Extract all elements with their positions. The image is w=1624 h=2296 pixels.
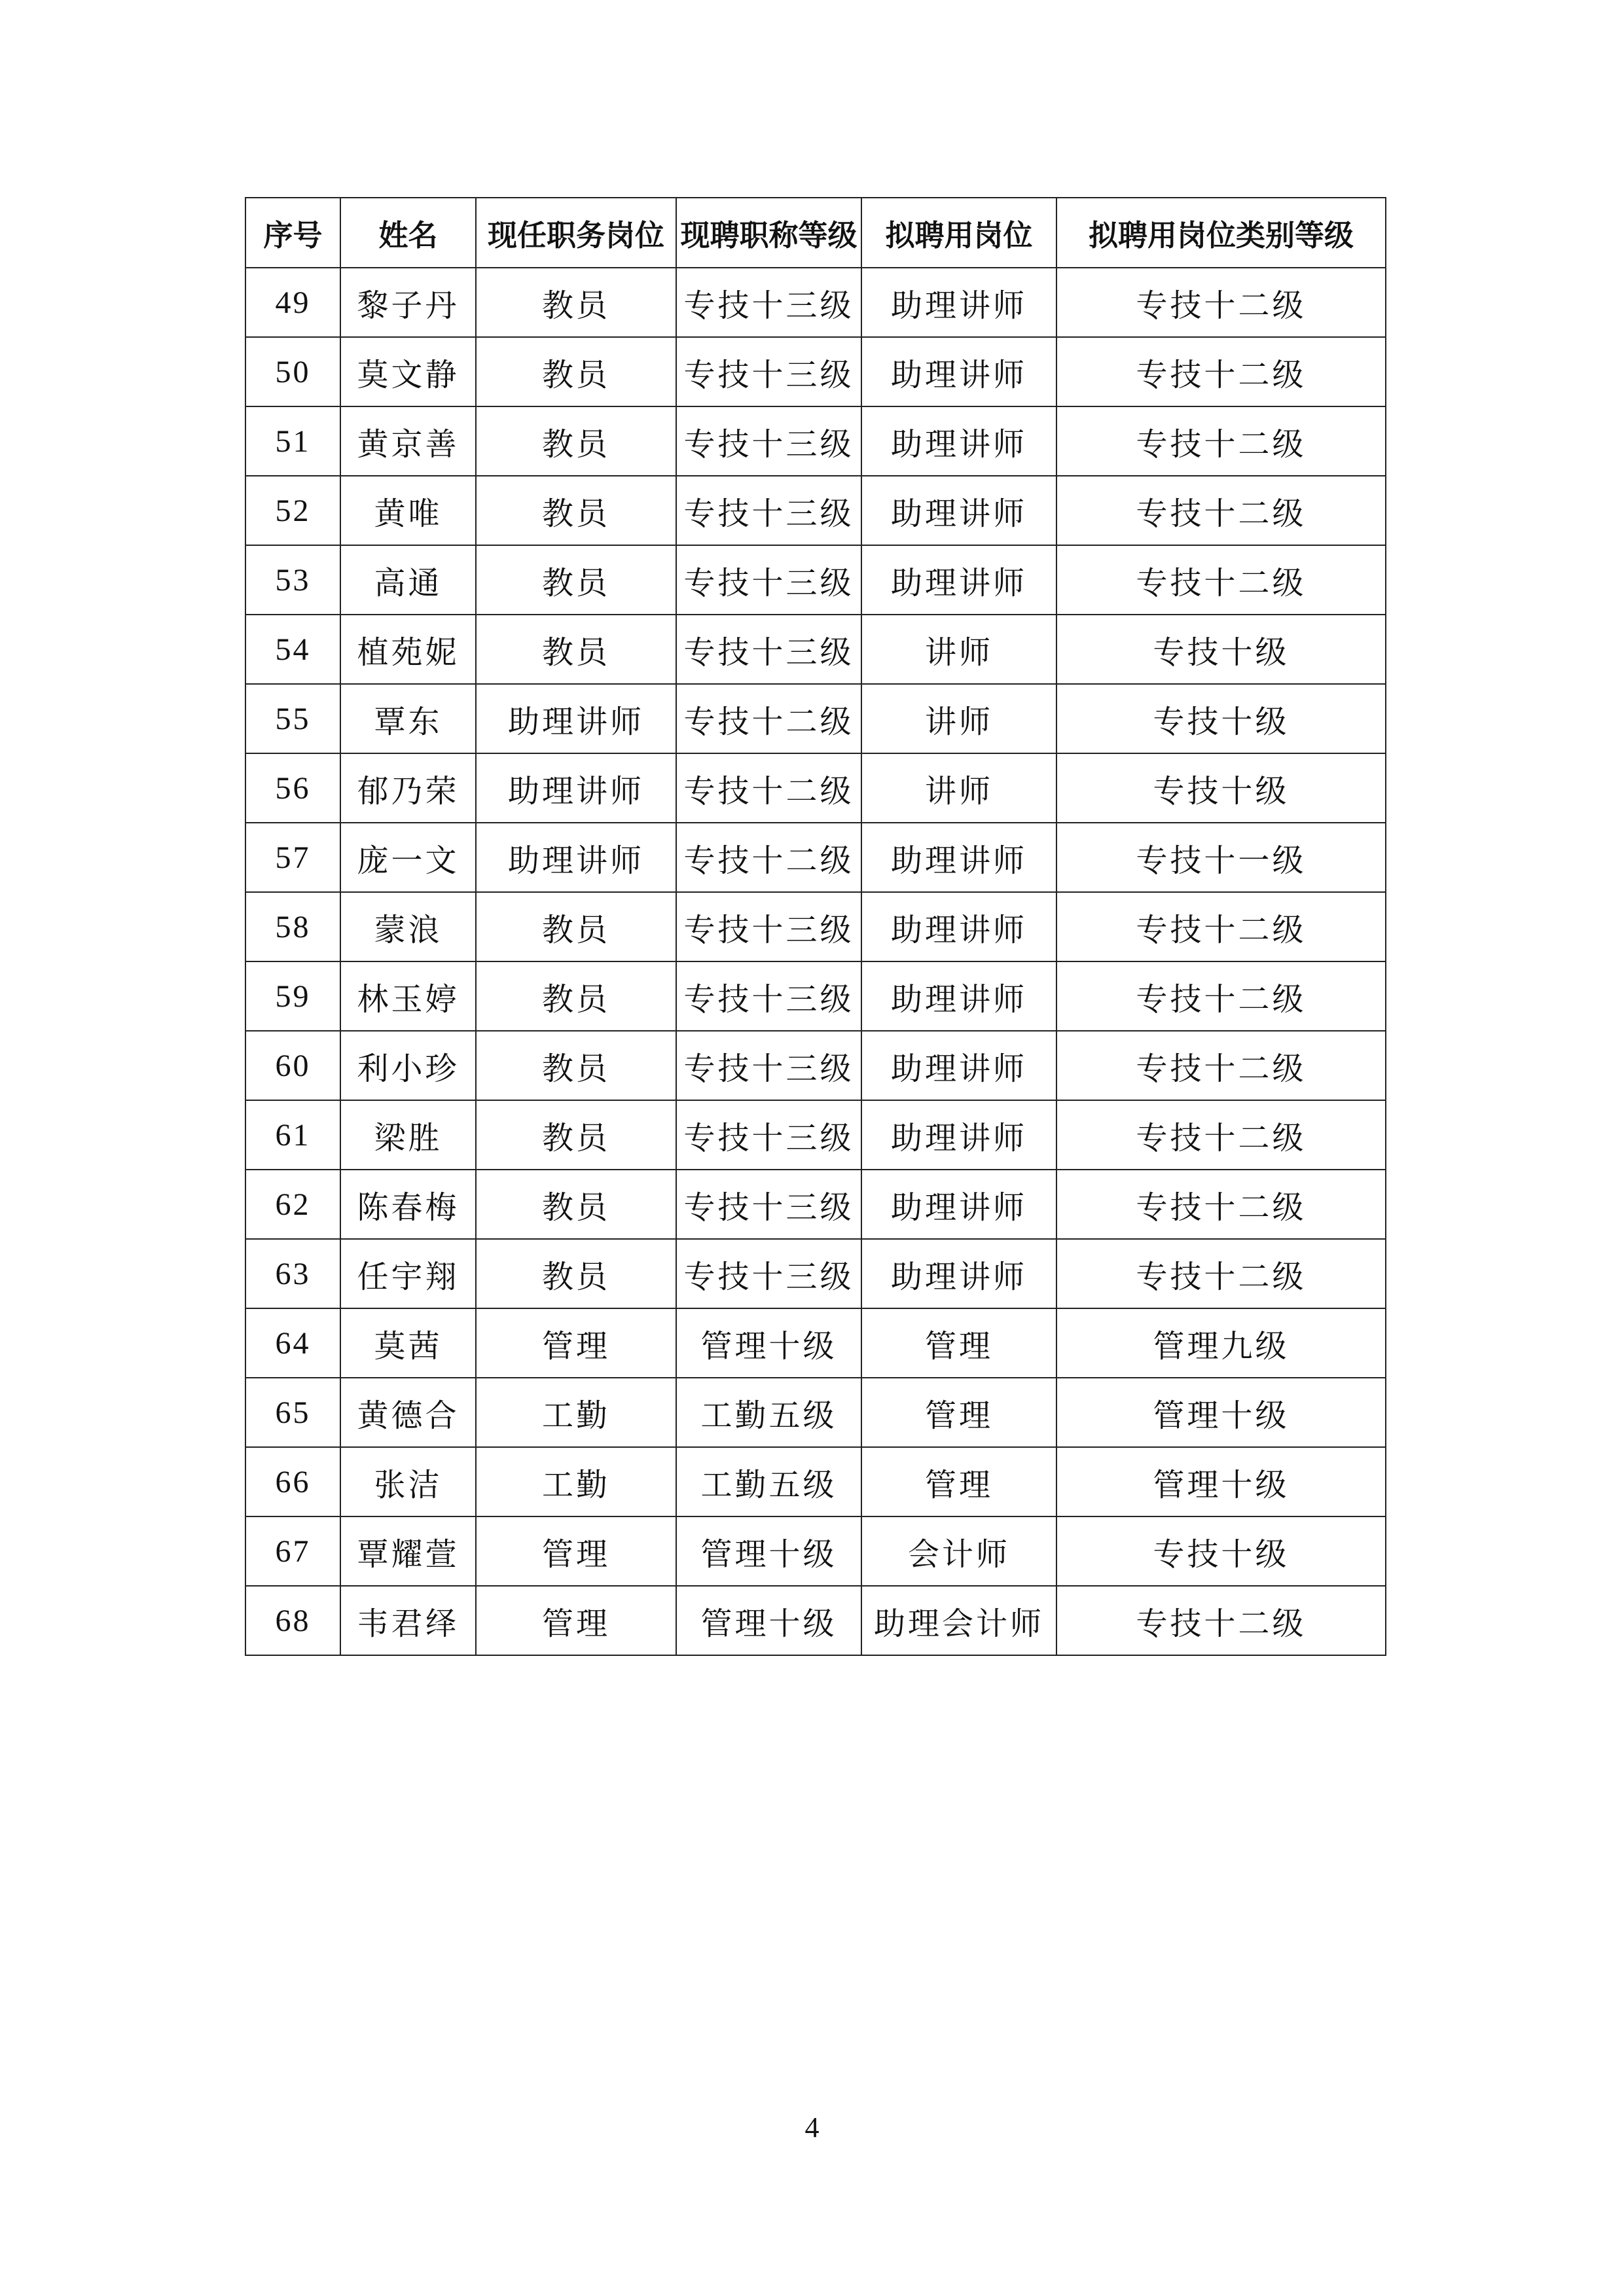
cell-current-title-level: 专技十二级 — [676, 823, 861, 892]
cell-proposed-position: 助理会计师 — [861, 1586, 1056, 1655]
cell-name: 黎子丹 — [340, 268, 476, 337]
table-row — [245, 406, 1386, 476]
cell-name: 任宇翔 — [340, 1239, 476, 1308]
table-row — [245, 823, 1386, 892]
cell-proposed-position: 助理讲师 — [861, 961, 1056, 1031]
table-row — [245, 1586, 1386, 1655]
table-row — [245, 1100, 1386, 1170]
cell-proposed-position: 助理讲师 — [861, 545, 1056, 615]
cell-name: 庞一文 — [340, 823, 476, 892]
cell-proposed-category-level: 专技十二级 — [1056, 268, 1386, 337]
cell-proposed-category-level: 管理九级 — [1056, 1308, 1386, 1378]
cell-current-title-level: 专技十二级 — [676, 753, 861, 823]
table-row — [245, 892, 1386, 961]
table-row — [245, 545, 1386, 615]
cell-current-position: 管理 — [476, 1516, 676, 1586]
cell-proposed-category-level: 专技十二级 — [1056, 406, 1386, 476]
cell-proposed-category-level: 专技十二级 — [1056, 476, 1386, 545]
cell-name: 黄德合 — [340, 1378, 476, 1447]
cell-current-title-level: 专技十三级 — [676, 1170, 861, 1239]
cell-current-title-level: 专技十三级 — [676, 892, 861, 961]
cell-name: 莫茜 — [340, 1308, 476, 1378]
cell-current-position: 教员 — [476, 892, 676, 961]
cell-proposed-category-level: 专技十二级 — [1056, 961, 1386, 1031]
cell-serial-number: 51 — [245, 406, 340, 476]
cell-current-position: 教员 — [476, 268, 676, 337]
cell-proposed-category-level: 专技十二级 — [1056, 1170, 1386, 1239]
cell-serial-number: 59 — [245, 961, 340, 1031]
cell-current-title-level: 专技十三级 — [676, 961, 861, 1031]
cell-current-position: 教员 — [476, 961, 676, 1031]
cell-current-position: 工勤 — [476, 1378, 676, 1447]
cell-proposed-position: 助理讲师 — [861, 1239, 1056, 1308]
cell-name: 张洁 — [340, 1447, 476, 1516]
cell-current-position: 管理 — [476, 1586, 676, 1655]
header-name: 姓名 — [340, 198, 476, 268]
cell-current-title-level: 专技十三级 — [676, 268, 861, 337]
cell-proposed-category-level: 专技十级 — [1056, 684, 1386, 753]
table-row — [245, 961, 1386, 1031]
table-row — [245, 1378, 1386, 1447]
cell-name: 高通 — [340, 545, 476, 615]
cell-name: 韦君绎 — [340, 1586, 476, 1655]
cell-current-title-level: 专技十三级 — [676, 615, 861, 684]
cell-serial-number: 61 — [245, 1100, 340, 1170]
cell-proposed-position: 管理 — [861, 1447, 1056, 1516]
table-row — [245, 1308, 1386, 1378]
cell-proposed-category-level: 专技十二级 — [1056, 545, 1386, 615]
cell-current-position: 助理讲师 — [476, 753, 676, 823]
cell-serial-number: 63 — [245, 1239, 340, 1308]
cell-proposed-category-level: 专技十二级 — [1056, 337, 1386, 406]
table-row — [245, 268, 1386, 337]
cell-proposed-category-level: 专技十一级 — [1056, 823, 1386, 892]
cell-proposed-position: 助理讲师 — [861, 1170, 1056, 1239]
cell-name: 利小珍 — [340, 1031, 476, 1100]
cell-current-position: 管理 — [476, 1308, 676, 1378]
cell-serial-number: 54 — [245, 615, 340, 684]
cell-current-position: 教员 — [476, 406, 676, 476]
cell-name: 黄京善 — [340, 406, 476, 476]
cell-name: 植苑妮 — [340, 615, 476, 684]
header-proposed-position: 拟聘用岗位 — [861, 198, 1056, 268]
cell-current-position: 教员 — [476, 476, 676, 545]
cell-serial-number: 53 — [245, 545, 340, 615]
cell-current-position: 助理讲师 — [476, 823, 676, 892]
cell-serial-number: 66 — [245, 1447, 340, 1516]
header-serial-number: 序号 — [245, 198, 340, 268]
cell-proposed-category-level: 管理十级 — [1056, 1447, 1386, 1516]
page-number: 4 — [804, 2111, 820, 2144]
table-body — [245, 268, 1386, 1655]
cell-serial-number: 60 — [245, 1031, 340, 1100]
cell-serial-number: 52 — [245, 476, 340, 545]
cell-proposed-category-level: 专技十级 — [1056, 753, 1386, 823]
header-current-title-level: 现聘职称等级 — [676, 198, 861, 268]
cell-current-position: 教员 — [476, 545, 676, 615]
table-row — [245, 1239, 1386, 1308]
cell-serial-number: 56 — [245, 753, 340, 823]
cell-serial-number: 68 — [245, 1586, 340, 1655]
cell-serial-number: 62 — [245, 1170, 340, 1239]
cell-proposed-category-level: 专技十级 — [1056, 1516, 1386, 1586]
table-row — [245, 753, 1386, 823]
cell-name: 蒙浪 — [340, 892, 476, 961]
header-proposed-category-level: 拟聘用岗位类别等级 — [1056, 198, 1386, 268]
table-header-row — [245, 198, 1386, 268]
header-current-position: 现任职务岗位 — [476, 198, 676, 268]
cell-proposed-category-level: 专技十二级 — [1056, 1031, 1386, 1100]
cell-current-title-level: 工勤五级 — [676, 1447, 861, 1516]
cell-name: 黄唯 — [340, 476, 476, 545]
cell-current-title-level: 专技十三级 — [676, 406, 861, 476]
cell-name: 覃耀萱 — [340, 1516, 476, 1586]
cell-name: 林玉婷 — [340, 961, 476, 1031]
cell-proposed-position: 讲师 — [861, 753, 1056, 823]
cell-proposed-position: 助理讲师 — [861, 1031, 1056, 1100]
cell-proposed-category-level: 专技十二级 — [1056, 1239, 1386, 1308]
table-row — [245, 476, 1386, 545]
cell-current-title-level: 工勤五级 — [676, 1378, 861, 1447]
cell-proposed-position: 助理讲师 — [861, 1100, 1056, 1170]
table-row — [245, 1516, 1386, 1586]
cell-current-title-level: 管理十级 — [676, 1516, 861, 1586]
table-row — [245, 337, 1386, 406]
cell-current-title-level: 专技十三级 — [676, 1100, 861, 1170]
cell-proposed-category-level: 专技十二级 — [1056, 1586, 1386, 1655]
cell-proposed-position: 助理讲师 — [861, 476, 1056, 545]
table-row — [245, 684, 1386, 753]
cell-proposed-category-level: 管理十级 — [1056, 1378, 1386, 1447]
cell-current-position: 助理讲师 — [476, 684, 676, 753]
cell-current-title-level: 专技十三级 — [676, 1031, 861, 1100]
cell-current-title-level: 专技十三级 — [676, 545, 861, 615]
cell-proposed-position: 助理讲师 — [861, 268, 1056, 337]
table-row — [245, 615, 1386, 684]
cell-serial-number: 55 — [245, 684, 340, 753]
cell-current-title-level: 专技十三级 — [676, 337, 861, 406]
cell-current-position: 工勤 — [476, 1447, 676, 1516]
cell-proposed-position: 讲师 — [861, 615, 1056, 684]
cell-proposed-position: 助理讲师 — [861, 406, 1056, 476]
cell-name: 莫文静 — [340, 337, 476, 406]
cell-proposed-position: 管理 — [861, 1308, 1056, 1378]
cell-name: 覃东 — [340, 684, 476, 753]
cell-current-position: 教员 — [476, 615, 676, 684]
cell-proposed-category-level: 专技十二级 — [1056, 1100, 1386, 1170]
cell-serial-number: 49 — [245, 268, 340, 337]
cell-serial-number: 58 — [245, 892, 340, 961]
cell-serial-number: 50 — [245, 337, 340, 406]
cell-proposed-position: 会计师 — [861, 1516, 1056, 1586]
table-row — [245, 1447, 1386, 1516]
cell-current-position: 教员 — [476, 1100, 676, 1170]
cell-proposed-position: 管理 — [861, 1378, 1056, 1447]
cell-current-position: 教员 — [476, 1031, 676, 1100]
table-row — [245, 1170, 1386, 1239]
cell-proposed-category-level: 专技十级 — [1056, 615, 1386, 684]
cell-serial-number: 64 — [245, 1308, 340, 1378]
cell-current-title-level: 专技十三级 — [676, 476, 861, 545]
cell-serial-number: 67 — [245, 1516, 340, 1586]
cell-proposed-position: 助理讲师 — [861, 823, 1056, 892]
cell-name: 郁乃荣 — [340, 753, 476, 823]
cell-proposed-category-level: 专技十二级 — [1056, 892, 1386, 961]
cell-current-position: 教员 — [476, 1170, 676, 1239]
cell-name: 梁胜 — [340, 1100, 476, 1170]
cell-current-position: 教员 — [476, 1239, 676, 1308]
personnel-table — [245, 197, 1386, 1656]
cell-proposed-position: 助理讲师 — [861, 337, 1056, 406]
cell-proposed-position: 助理讲师 — [861, 892, 1056, 961]
cell-current-title-level: 管理十级 — [676, 1308, 861, 1378]
cell-current-position: 教员 — [476, 337, 676, 406]
cell-serial-number: 65 — [245, 1378, 340, 1447]
cell-current-title-level: 专技十三级 — [676, 1239, 861, 1308]
cell-name: 陈春梅 — [340, 1170, 476, 1239]
cell-current-title-level: 专技十二级 — [676, 684, 861, 753]
cell-current-title-level: 管理十级 — [676, 1586, 861, 1655]
cell-proposed-position: 讲师 — [861, 684, 1056, 753]
table-row — [245, 1031, 1386, 1100]
cell-serial-number: 57 — [245, 823, 340, 892]
